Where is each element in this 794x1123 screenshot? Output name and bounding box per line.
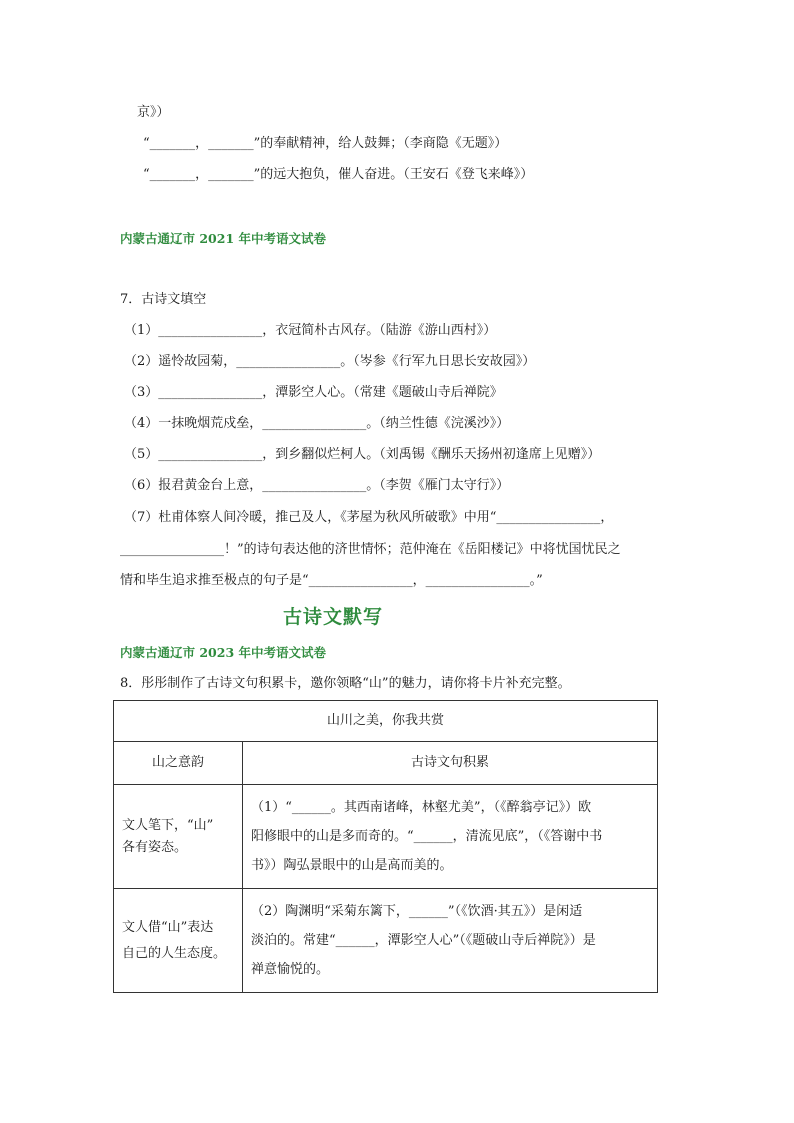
section-title-2021: 内蒙古通辽市 2021 年中考语文试卷 (120, 231, 326, 246)
table-row (114, 889, 658, 993)
list-item: （2）遥怜故园菊，________________。（岑参《行军九日思长安故园》） (124, 354, 536, 369)
accumulation-card-table (113, 700, 658, 993)
list-item-7-line1: （7）杜甫体察人间冷暖，推己及人，《茅屋为秋风所破歌》中用“________________， (124, 510, 614, 525)
section-title-2023: 内蒙古通辽市 2023 年中考语文试卷 (120, 645, 326, 660)
list-item: （1）________________，衣冠简朴古风存。（陆游《游山西村》） (124, 323, 497, 338)
fill-line: “_______，_______”的远大抱负，催人奋进。（王安石《登飞来峰》） (143, 167, 534, 182)
table-cell: 文人笔下，“山” 各有姿态。 (114, 785, 243, 889)
continued-citation: 京》） (137, 105, 170, 120)
list-item-7-line2: ________________！”的诗句表达他的济世情怀；范仲淹在《岳阳楼记》中将忧国忧民之 (120, 542, 621, 557)
table-title: 山川之美，你我共赏 (114, 701, 658, 742)
question-7-title: 7．古诗文填空 (120, 292, 207, 307)
fill-line: “_______，_______”的奉献精神，给人鼓舞；（李商隐《无题》） (143, 136, 508, 151)
list-item: （4）一抹晚烟荒戍垒，________________。（纳兰性德《浣溪沙》） (124, 416, 510, 431)
list-item: （5）________________，到乡翻似烂柯人。（刘禹锡《酬乐天扬州初逢席上见赠》） (124, 447, 601, 462)
table-header-right: 古诗文句积累 (243, 742, 658, 785)
main-heading: 古诗文默写 (283, 606, 384, 628)
table-cell: 文人借“山”表达 自己的人生态度。 (114, 889, 243, 993)
list-item: （3）________________，潭影空人心。（常建《题破山寺后禅院》 (124, 385, 503, 400)
table-row (114, 785, 658, 889)
table-header-left: 山之意韵 (114, 742, 243, 785)
list-item-7-line3: 情和毕生追求推至极点的句子是“________________，________________。” (120, 573, 543, 588)
table-cell: （2）陶渊明“采菊东篱下，______”（《饮酒·其五》）是闲适 淡泊的。常建“______，潭影空人心”（《题破山寺后禅院》）是 禅意愉悦的。 (243, 889, 658, 993)
question-8: 8．彤彤制作了古诗文句积累卡，邀你领略“山”的魅力，请你将卡片补充完整。 (120, 676, 571, 691)
table-cell: （1）“______。其西南诸峰，林壑尤美”，（《醉翁亭记》）欧 阳修眼中的山是多而奇的。“______，清流见底”，（《答谢中书 书》）陶弘景眼中的山是高而美的。 (243, 785, 658, 889)
list-item: （6）报君黄金台上意，________________。（李贺《雁门太守行》） (124, 478, 510, 493)
